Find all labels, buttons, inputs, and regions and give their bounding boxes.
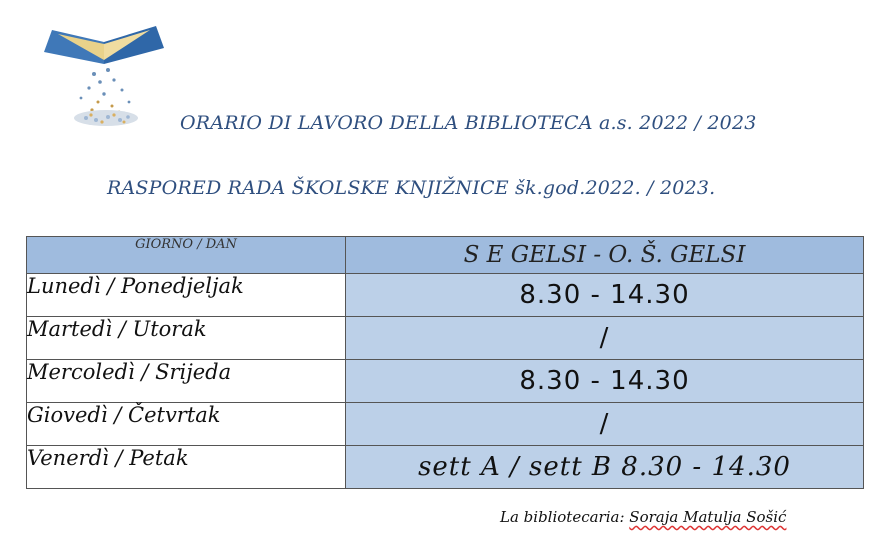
table-header-row (27, 237, 864, 274)
signature-label: La bibliotecaria: (500, 508, 625, 526)
day-cell: Martedì / Utorak (27, 317, 346, 360)
day-cell: Giovedì / Četvrtak (27, 403, 346, 446)
time-cell: 8.30 - 14.30 (346, 274, 864, 317)
time-cell: 8.30 - 14.30 (346, 360, 864, 403)
day-cell: Venerdì / Petak (27, 446, 346, 489)
table-row (27, 446, 864, 489)
table-row (27, 317, 864, 360)
header-school: S E GELSI - O. Š. GELSI (346, 237, 864, 274)
schedule-table (26, 236, 864, 489)
signature (500, 508, 786, 526)
time-cell: sett A / sett B 8.30 - 14.30 (346, 446, 864, 489)
table-row (27, 274, 864, 317)
table-row (27, 403, 864, 446)
table-row (27, 360, 864, 403)
day-cell: Mercoledì / Srijeda (27, 360, 346, 403)
day-cell: Lunedì / Ponedjeljak (27, 274, 346, 317)
time-cell: / (346, 317, 864, 360)
title-italian: ORARIO DI LAVORO DELLA BIBLIOTECA a.s. 2022 / 2023 (180, 112, 757, 134)
time-cell: / (346, 403, 864, 446)
signature-name: Soraja Matulja Sošić (629, 508, 787, 526)
title-croatian: RASPORED RADA ŠKOLSKE KNJIŽNICE šk.god.2022. / 2023. (107, 177, 716, 199)
header-day: GIORNO / DAN (27, 237, 346, 274)
